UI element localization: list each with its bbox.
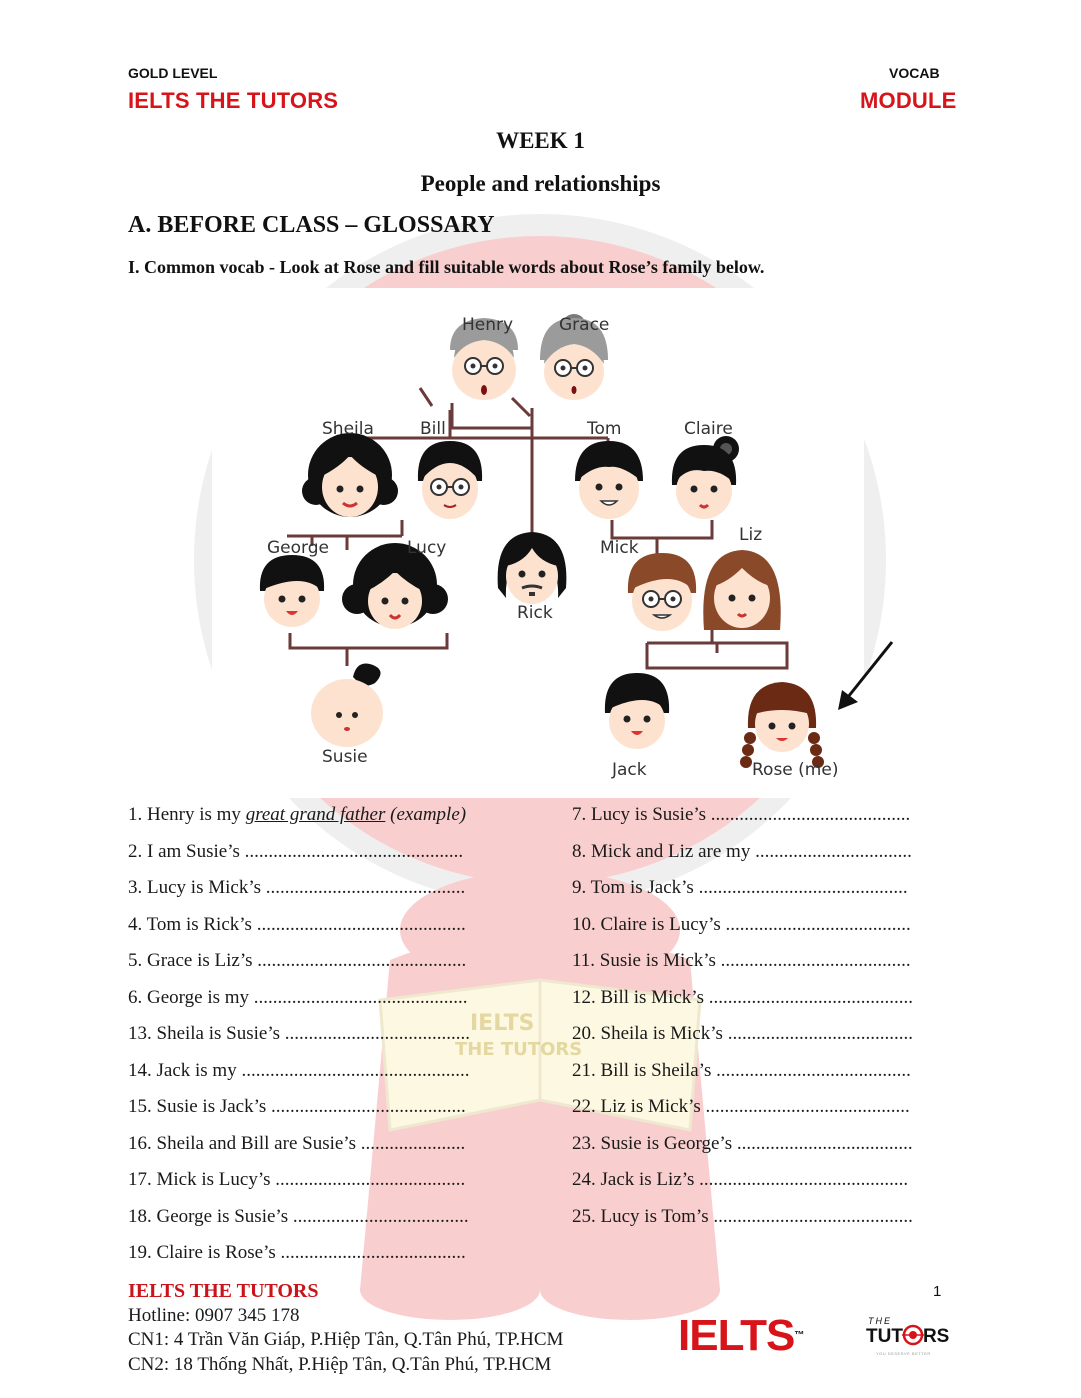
instruction: I. Common vocab - Look at Rose and fill suitable words about Rose’s family below. [128, 257, 765, 277]
arrow-pointer-icon [830, 636, 900, 716]
name-liz: Liz [739, 525, 763, 545]
face-george [260, 555, 324, 627]
question-23: 23. Susie is George’s ..................................... [572, 1133, 913, 1154]
name-tom: Tom [587, 419, 622, 439]
name-mick: Mick [600, 538, 639, 558]
question-5: 5. Grace is Liz’s ............................................ [128, 950, 467, 971]
name-henry: Henry [462, 315, 514, 335]
face-rick [498, 532, 567, 604]
tutors-logo-left: TUT [866, 1326, 903, 1347]
question-6: 6. George is my ............................................. [128, 987, 468, 1008]
question-1-prefix: 1. Henry is my [128, 804, 246, 825]
question-17: 17. Mick is Lucy’s ........................................ [128, 1169, 466, 1190]
face-sheila [302, 433, 398, 517]
question-16: 16. Sheila and Bill are Susie’s ...................... [128, 1133, 466, 1154]
name-sheila: Sheila [322, 419, 374, 439]
question-18: 18. George is Susie’s ..................................... [128, 1206, 469, 1227]
question-8: 8. Mick and Liz are my ................................. [572, 841, 912, 862]
face-bill [418, 441, 482, 519]
family-tree [212, 288, 864, 798]
footer-branch-1: CN1: 4 Trần Văn Giáp, P.Hiệp Tân, Q.Tân Phú, TP.HCM [128, 1329, 564, 1350]
watermark-text-1: IELTS [470, 1011, 535, 1036]
watermark-text-2: THE TUTORS [455, 1039, 583, 1060]
face-mick [628, 553, 696, 631]
page-number: 1 [933, 1283, 942, 1300]
question-19: 19. Claire is Rose’s ....................................... [128, 1242, 466, 1263]
question-20: 20. Sheila is Mick’s ....................................... [572, 1023, 913, 1044]
face-rose [740, 682, 824, 768]
ielts-logo-tm: ™ [794, 1330, 804, 1341]
question-22: 22. Liz is Mick’s ........................................... [572, 1096, 910, 1117]
tutors-logo-the: THE [868, 1316, 892, 1326]
name-george: George [267, 538, 329, 558]
name-claire: Claire [684, 419, 733, 439]
name-rick: Rick [517, 603, 553, 623]
question-21: 21. Bill is Sheila’s ......................................... [572, 1060, 911, 1081]
footer-brand: IELTS THE TUTORS [128, 1280, 319, 1302]
header-brand: IELTS THE TUTORS [128, 88, 339, 113]
question-10: 10. Claire is Lucy’s ....................................... [572, 914, 911, 935]
family-tree-svg [212, 288, 864, 798]
question-14: 14. Jack is my ................................................ [128, 1060, 470, 1081]
question-9: 9. Tom is Jack’s ............................................ [572, 877, 908, 898]
question-1-suffix: (example) [385, 804, 467, 825]
face-jack [605, 673, 669, 749]
question-25: 25. Lucy is Tom’s .......................................... [572, 1206, 913, 1227]
header-module: MODULE [860, 88, 957, 113]
name-grace: Grace [559, 315, 610, 335]
name-rose: Rose (me) [752, 760, 839, 780]
section-title: A. BEFORE CLASS – GLOSSARY [128, 212, 495, 238]
name-susie: Susie [322, 747, 368, 767]
question-11: 11. Susie is Mick’s ........................................ [572, 950, 911, 971]
ielts-logo [678, 1311, 804, 1360]
question-1-example-answer: great grand father [245, 804, 386, 825]
question-3: 3. Lucy is Mick’s .......................................... [128, 877, 466, 898]
name-lucy: Lucy [407, 538, 447, 558]
question-15: 15. Susie is Jack’s ......................................... [128, 1096, 466, 1117]
name-bill: Bill [420, 419, 446, 439]
name-jack: Jack [612, 760, 647, 780]
target-icon [902, 1324, 924, 1346]
question-12: 12. Bill is Mick’s ........................................... [572, 987, 913, 1008]
question-2: 2. I am Susie’s .............................................. [128, 841, 464, 862]
question-13: 13. Sheila is Susie’s ....................................... [128, 1023, 471, 1044]
question-1 [128, 804, 466, 826]
the-tutors-logo [862, 1316, 962, 1364]
face-susie [311, 664, 383, 748]
face-liz [703, 550, 780, 630]
face-claire [672, 436, 739, 519]
face-tom [575, 441, 643, 519]
topic-title: People and relationships [420, 171, 661, 196]
question-24: 24. Jack is Liz’s ............................................ [572, 1169, 909, 1190]
footer-branch-2: CN2: 18 Thống Nhất, P.Hiệp Tân, Q.Tân Phú, TP.HCM [128, 1354, 552, 1375]
question-7: 7. Lucy is Susie’s .......................................... [572, 804, 911, 825]
header-level: GOLD LEVEL [128, 65, 218, 81]
week-title: WEEK 1 [496, 128, 585, 153]
footer-hotline: Hotline: 0907 345 178 [128, 1305, 300, 1326]
question-4: 4. Tom is Rick’s ............................................ [128, 914, 466, 935]
tutors-logo-right: RS [922, 1326, 950, 1347]
ielts-logo-text: IELTS [678, 1311, 795, 1360]
tutors-logo-tagline: YOU DESERVE BETTER [876, 1351, 931, 1356]
header-module-type: VOCAB [889, 65, 940, 81]
